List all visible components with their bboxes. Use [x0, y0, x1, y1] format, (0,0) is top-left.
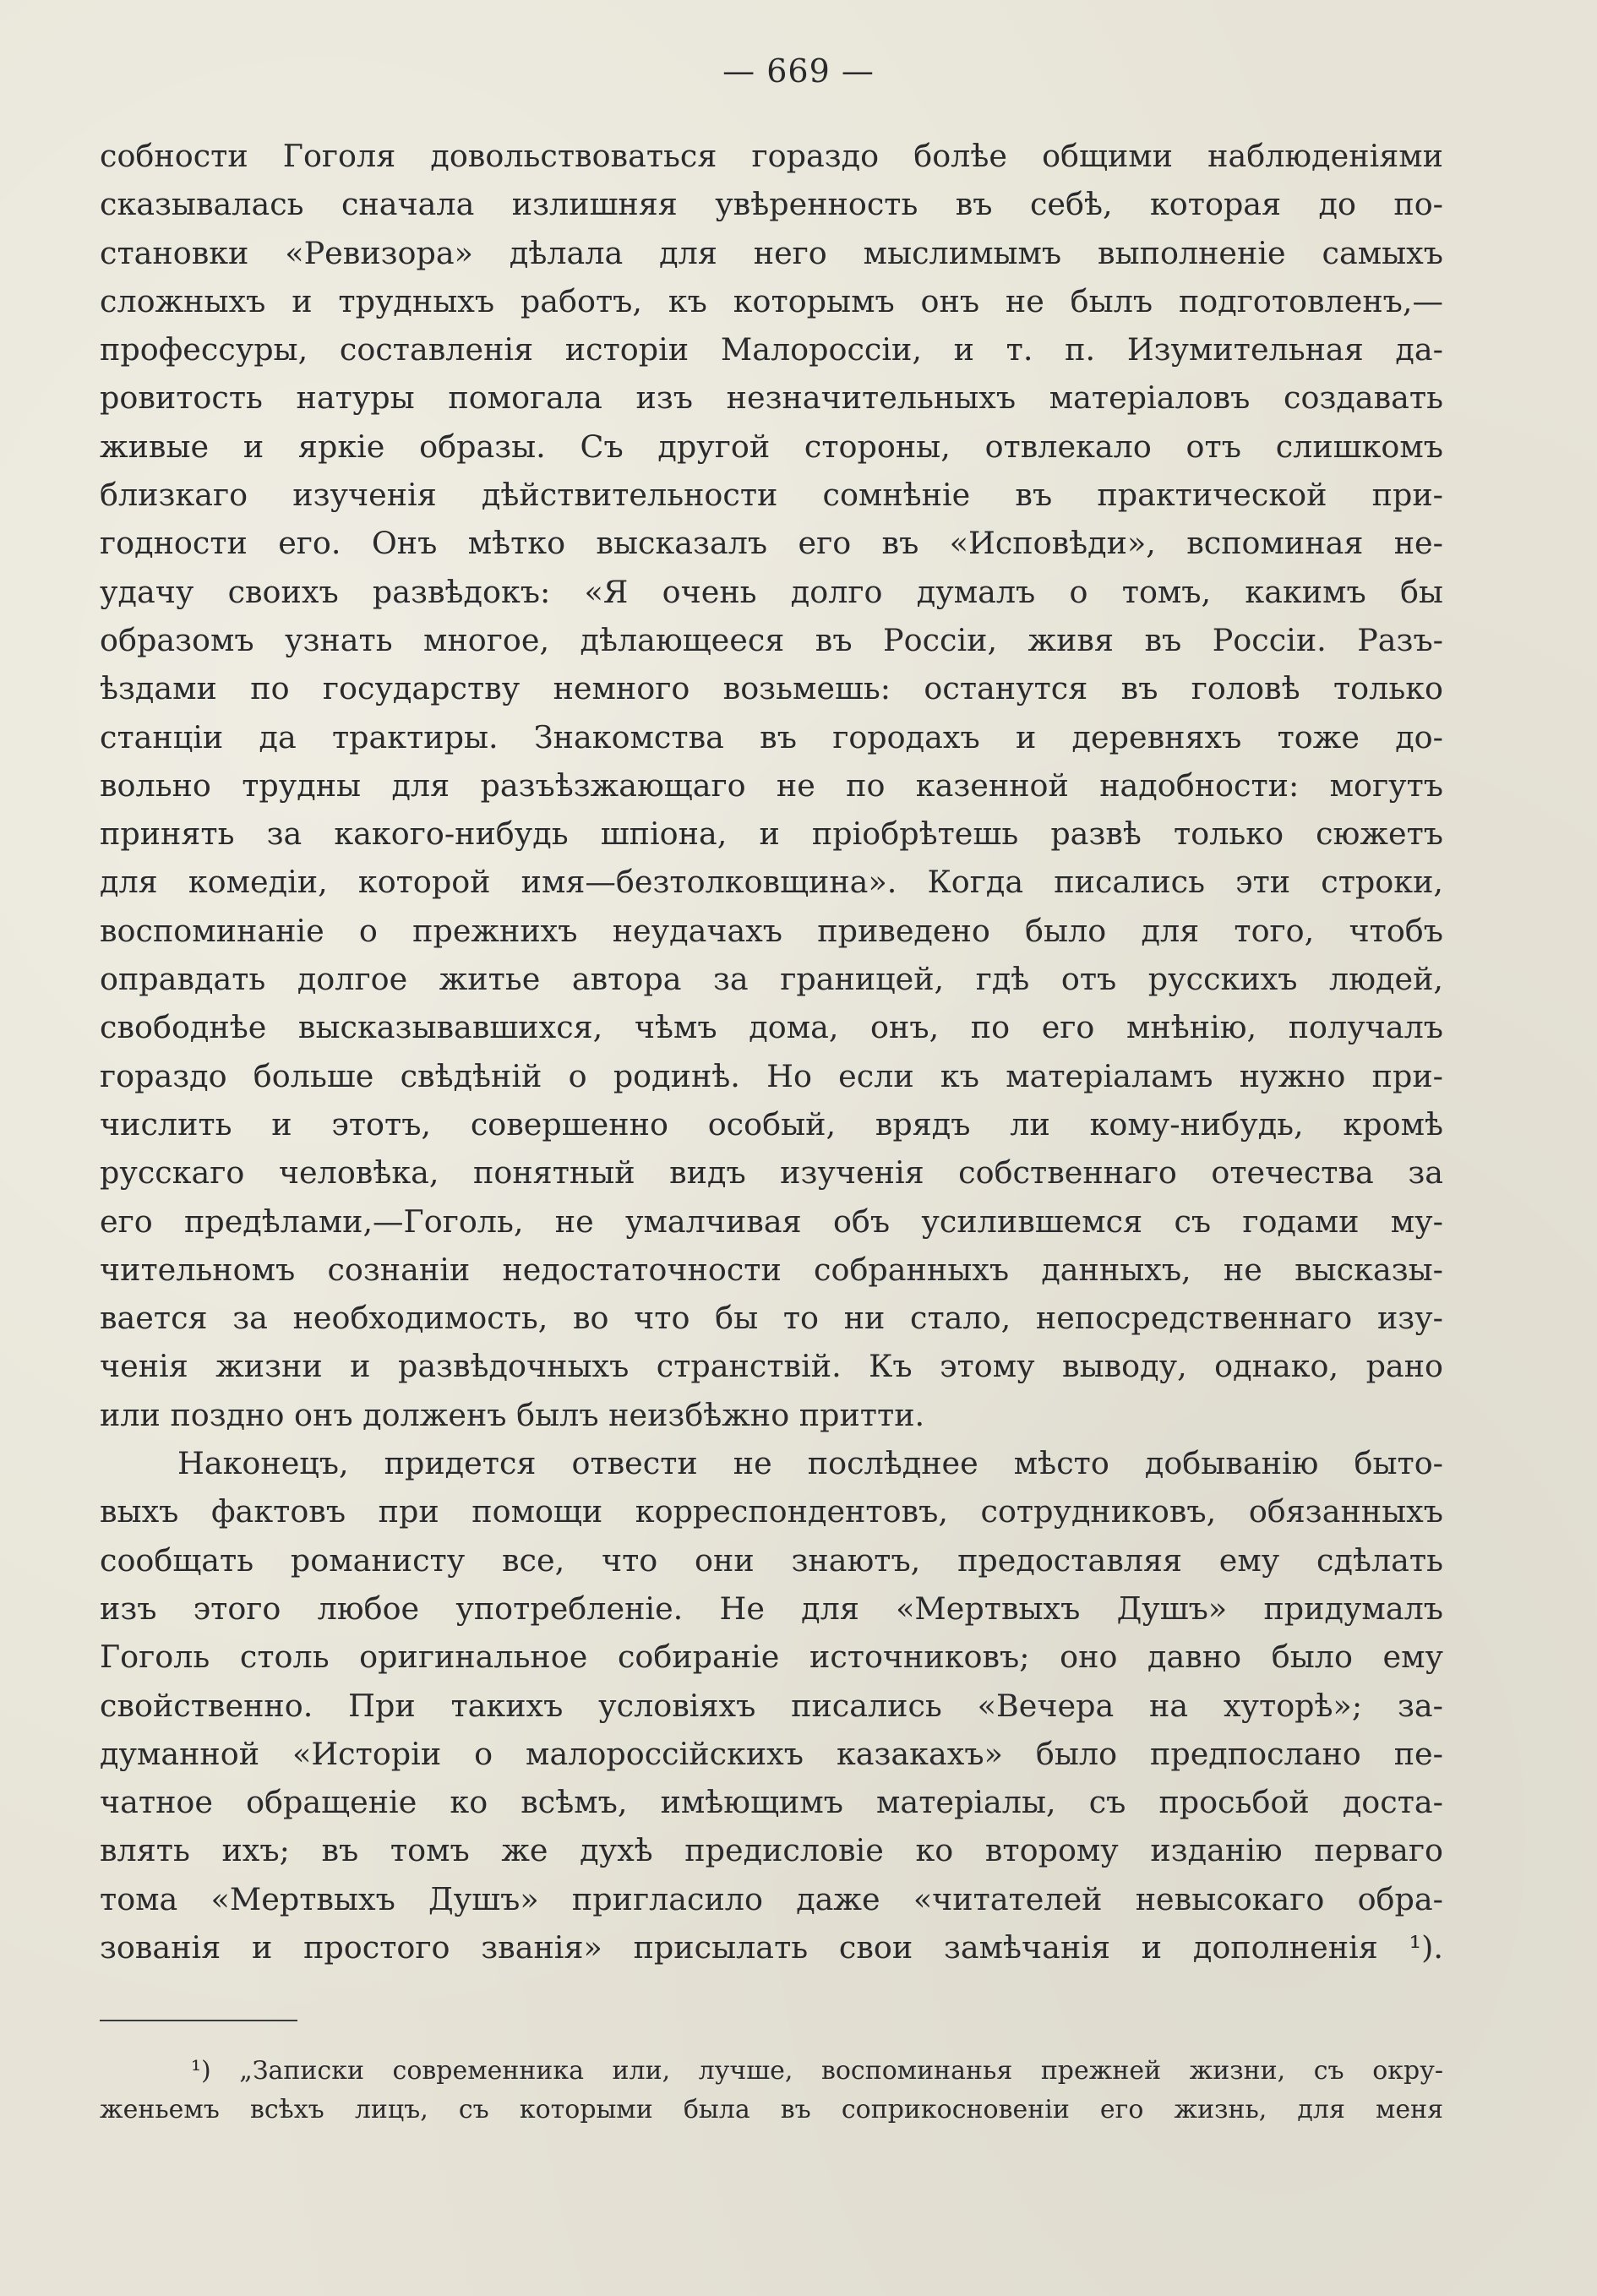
text-line: воспоминаніе о прежнихъ неудачахъ приведено было для того, чтобъ — [100, 912, 1443, 949]
text-line: или поздно онъ долженъ былъ неизбѣжно притти. — [100, 1396, 925, 1433]
text-line: ченія жизни и развѣдочныхъ странствій. Къ этому выводу, однако, рано — [100, 1348, 1443, 1385]
page-number: — 669 — — [722, 52, 875, 90]
text-line: гораздо больше свѣдѣній о родинѣ. Но если къ матеріаламъ нужно при- — [100, 1057, 1443, 1094]
footnotes — [100, 2052, 1443, 2130]
text-line: профессуры, составленія исторіи Малороссіи, и т. п. Изумительная да- — [100, 331, 1443, 368]
text-line: влять ихъ; въ томъ же духѣ предисловіе ко второму изданію перваго — [100, 1832, 1443, 1869]
text-line: оправдать долгое житье автора за границей, гдѣ отъ русскихъ людей, — [100, 961, 1443, 998]
text-line: ровитость натуры помогала изъ незначительныхъ матеріаловъ создавать — [100, 379, 1443, 417]
paragraph — [100, 132, 1443, 1439]
paragraph — [100, 1439, 1443, 1972]
text-line: сложныхъ и трудныхъ работъ, къ которымъ онъ не былъ подготовленъ,— — [100, 282, 1443, 319]
text-line: свойственно. При такихъ условіяхъ писались «Вечера на хуторѣ»; за- — [100, 1687, 1443, 1724]
text-line: свободнѣе высказывавшихся, чѣмъ дома, онъ, по его мнѣнію, получалъ — [100, 1009, 1443, 1046]
text-line: изъ этого любое употребленіе. Не для «Мертвыхъ Душъ» придумалъ — [100, 1590, 1443, 1627]
text-line: его предѣлами,—Гоголь, не умалчивая объ усилившемся съ годами му- — [100, 1203, 1443, 1240]
text-line: чатное обращеніе ко всѣмъ, имѣющимъ матеріалы, съ просьбой доста- — [100, 1784, 1443, 1821]
text-line: становки «Ревизора» дѣлала для него мыслимымъ выполненіе самыхъ — [100, 234, 1443, 271]
text-line: годности его. Онъ мѣтко высказалъ его въ «Исповѣди», вспоминая не- — [100, 525, 1443, 562]
text-line: удачу своихъ развѣдокъ: «Я очень долго думалъ о томъ, какимъ бы — [100, 573, 1443, 610]
text-line: принять за какого-нибудь шпіона, и пріобрѣтешь развѣ только сюжетъ — [100, 815, 1443, 853]
text-line: зованія и простого званія» присылать свои замѣчанія и дополненія ¹). — [100, 1928, 1443, 1966]
text-line: вается за необходимость, во что бы то ни стало, непосредственнаго изу- — [100, 1300, 1443, 1337]
text-line: думанной «Исторіи о малороссійскихъ казакахъ» было предпослано пе- — [100, 1735, 1443, 1772]
text-line: сообщать романисту все, что они знаютъ, предоставляя ему сдѣлать — [100, 1541, 1443, 1579]
text-line: Наконецъ, придется отвести не послѣднее мѣсто добыванію быто- — [177, 1445, 1443, 1482]
body-text — [100, 132, 1443, 1972]
text-line: Гоголь столь оригинальное собираніе источниковъ; оно давно было ему — [100, 1639, 1443, 1676]
text-line: чительномъ сознаніи недостаточности собранныхъ данныхъ, не высказы- — [100, 1251, 1443, 1288]
text-line: русскаго человѣка, понятный видъ изученія собственнаго отечества за — [100, 1154, 1443, 1192]
text-line: ѣздами по государству немного возьмешь: останутся въ головѣ только — [100, 670, 1443, 707]
text-line: живые и яркіе образы. Съ другой стороны, отвлекало отъ слишкомъ — [100, 428, 1443, 465]
text-line: для комедіи, которой имя—безтолковщина». Когда писались эти строки, — [100, 864, 1443, 901]
text-line: близкаго изученія дѣйствительности сомнѣніе въ практической при- — [100, 477, 1443, 514]
text-line: числить и этотъ, совершенно особый, врядъ ли кому-нибудь, кромѣ — [100, 1105, 1443, 1143]
text-line: сказывалась сначала излишняя увѣренность въ себѣ, которая до по- — [100, 186, 1443, 223]
footnote-line: женьемъ всѣхъ лицъ, съ которыми была въ соприкосновеніи его жизнь, для меня — [100, 2095, 1443, 2124]
footnote-divider — [100, 2020, 297, 2021]
text-line: вольно трудны для разъѣзжающаго не по казенной надобности: могутъ — [100, 766, 1443, 804]
text-line: тома «Мертвыхъ Душъ» пригласило даже «читателей невысокаго обра- — [100, 1880, 1443, 1917]
text-line: станціи да трактиры. Знакомства въ городахъ и деревняхъ тоже до- — [100, 718, 1443, 755]
text-line: выхъ фактовъ при помощи корреспондентовъ, сотрудниковъ, обязанныхъ — [100, 1493, 1443, 1530]
text-line: образомъ узнать многое, дѣлающееся въ Россіи, живя въ Россіи. Разъ- — [100, 621, 1443, 658]
text-line: собности Гоголя довольствоваться гораздо болѣе общими наблюденіями — [100, 138, 1443, 174]
footnote-line: ¹) „Записки современника или, лучше, воспоминанья прежней жизни, съ окру- — [191, 2056, 1443, 2086]
